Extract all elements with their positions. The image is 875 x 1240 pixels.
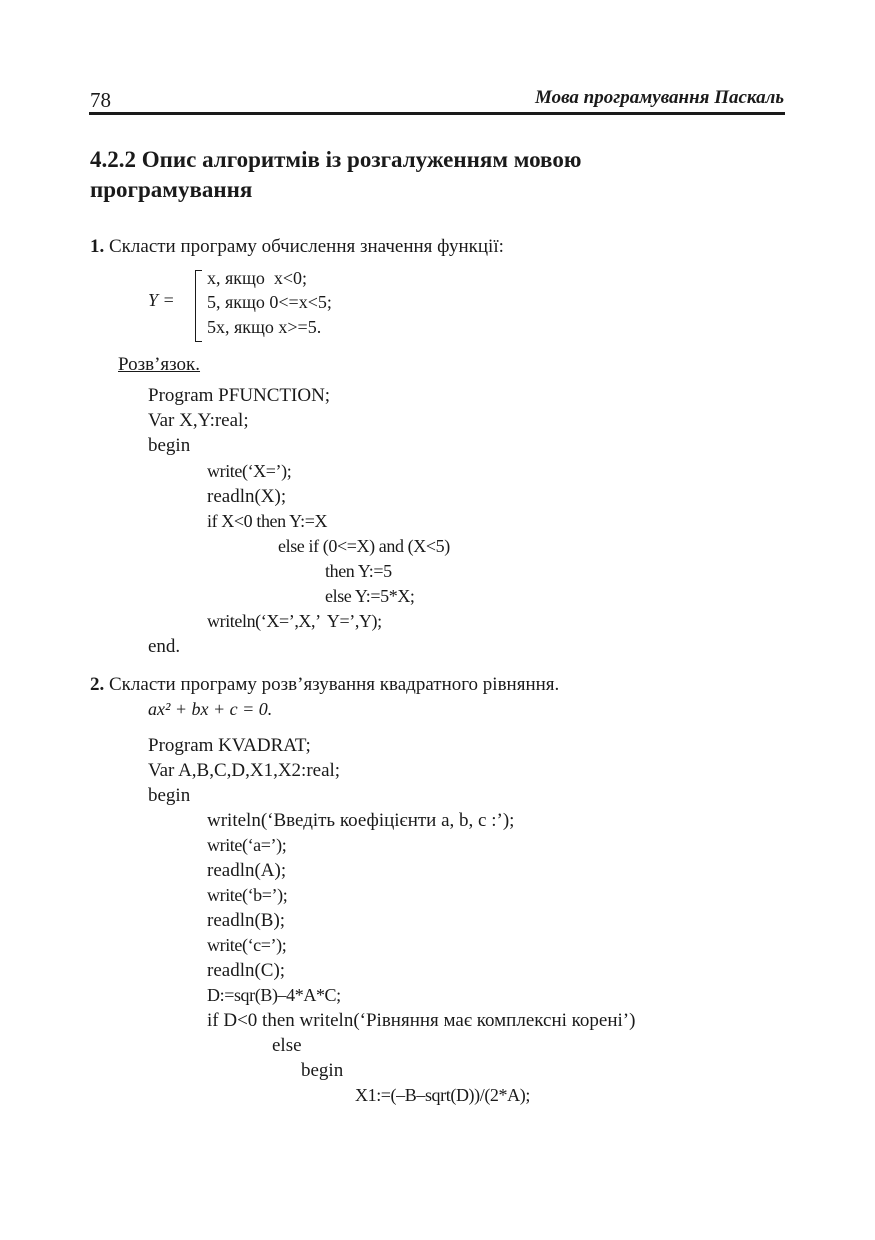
code-line: else Y:=5*X; — [325, 586, 415, 606]
code-line: Var X,Y:real; — [148, 410, 249, 431]
code-line: readln(B); — [207, 910, 286, 931]
code-line: writeln(‘Введіть коефіцієнти a, b, c :’); — [207, 810, 515, 831]
page-number: 78 — [90, 88, 111, 112]
code-line: else if (0<=X) and (X<5) — [278, 536, 450, 556]
task-1-text: Скласти програму обчислення значення функції: — [104, 236, 504, 257]
code-line: begin — [148, 435, 191, 456]
code-line: if D<0 then writeln(‘Рівняння має комплексні корені’) — [207, 1010, 636, 1031]
code-line: write(‘b=’); — [207, 885, 288, 905]
code-line: readln(A); — [207, 860, 287, 881]
code-line: write(‘c=’); — [207, 935, 287, 955]
code-line: end. — [148, 636, 181, 657]
code-line: if X<0 then Y:=X — [207, 511, 328, 531]
code-line: else — [272, 1035, 302, 1056]
code-line: D:=sqr(B)–4*A*C; — [207, 985, 341, 1005]
task-2 — [90, 674, 559, 696]
task-2-number: 2. — [90, 674, 105, 695]
running-title: Мова програмування Паскаль — [534, 87, 784, 108]
code-line: write(‘a=’); — [207, 835, 287, 855]
code-line: X1:=(–B–sqrt(D))/(2*A); — [355, 1085, 530, 1105]
code-line: Var A,B,C,D,X1,X2:real; — [148, 760, 341, 781]
code-line: writeln(‘X=’,X,’ Y=’,Y); — [207, 611, 382, 631]
code-line: readln(C); — [207, 960, 286, 981]
header-rule — [89, 112, 785, 115]
case-line-2: 5, якщо 0<=x<5; — [207, 292, 332, 312]
section-heading: 4.2.2 Опис алгоритмів із розгалуженням мовою програмування — [90, 147, 582, 202]
code-line: write(‘X=’); — [207, 461, 292, 481]
case-line-3: 5x, якщо x>=5. — [207, 317, 322, 337]
code-line: Program KVADRAT; — [148, 735, 311, 756]
code-line: readln(X); — [207, 486, 287, 507]
cases-brace — [195, 270, 202, 342]
code-line: begin — [148, 785, 191, 806]
case-line-1: x, якщо x<0; — [207, 268, 308, 288]
function-label: Y = — [148, 290, 175, 310]
task-2-text: Скласти програму розв’язування квадратного рівняння. — [104, 674, 560, 695]
code-line: then Y:=5 — [325, 561, 392, 581]
code-line: begin — [301, 1060, 344, 1081]
task-1-number: 1. — [90, 236, 105, 257]
quadratic-equation: ax² + bx + c = 0. — [148, 699, 273, 719]
task-1 — [90, 236, 504, 258]
code-line: Program PFUNCTION; — [148, 385, 331, 406]
solution-label: Розв’язок. — [118, 354, 201, 375]
